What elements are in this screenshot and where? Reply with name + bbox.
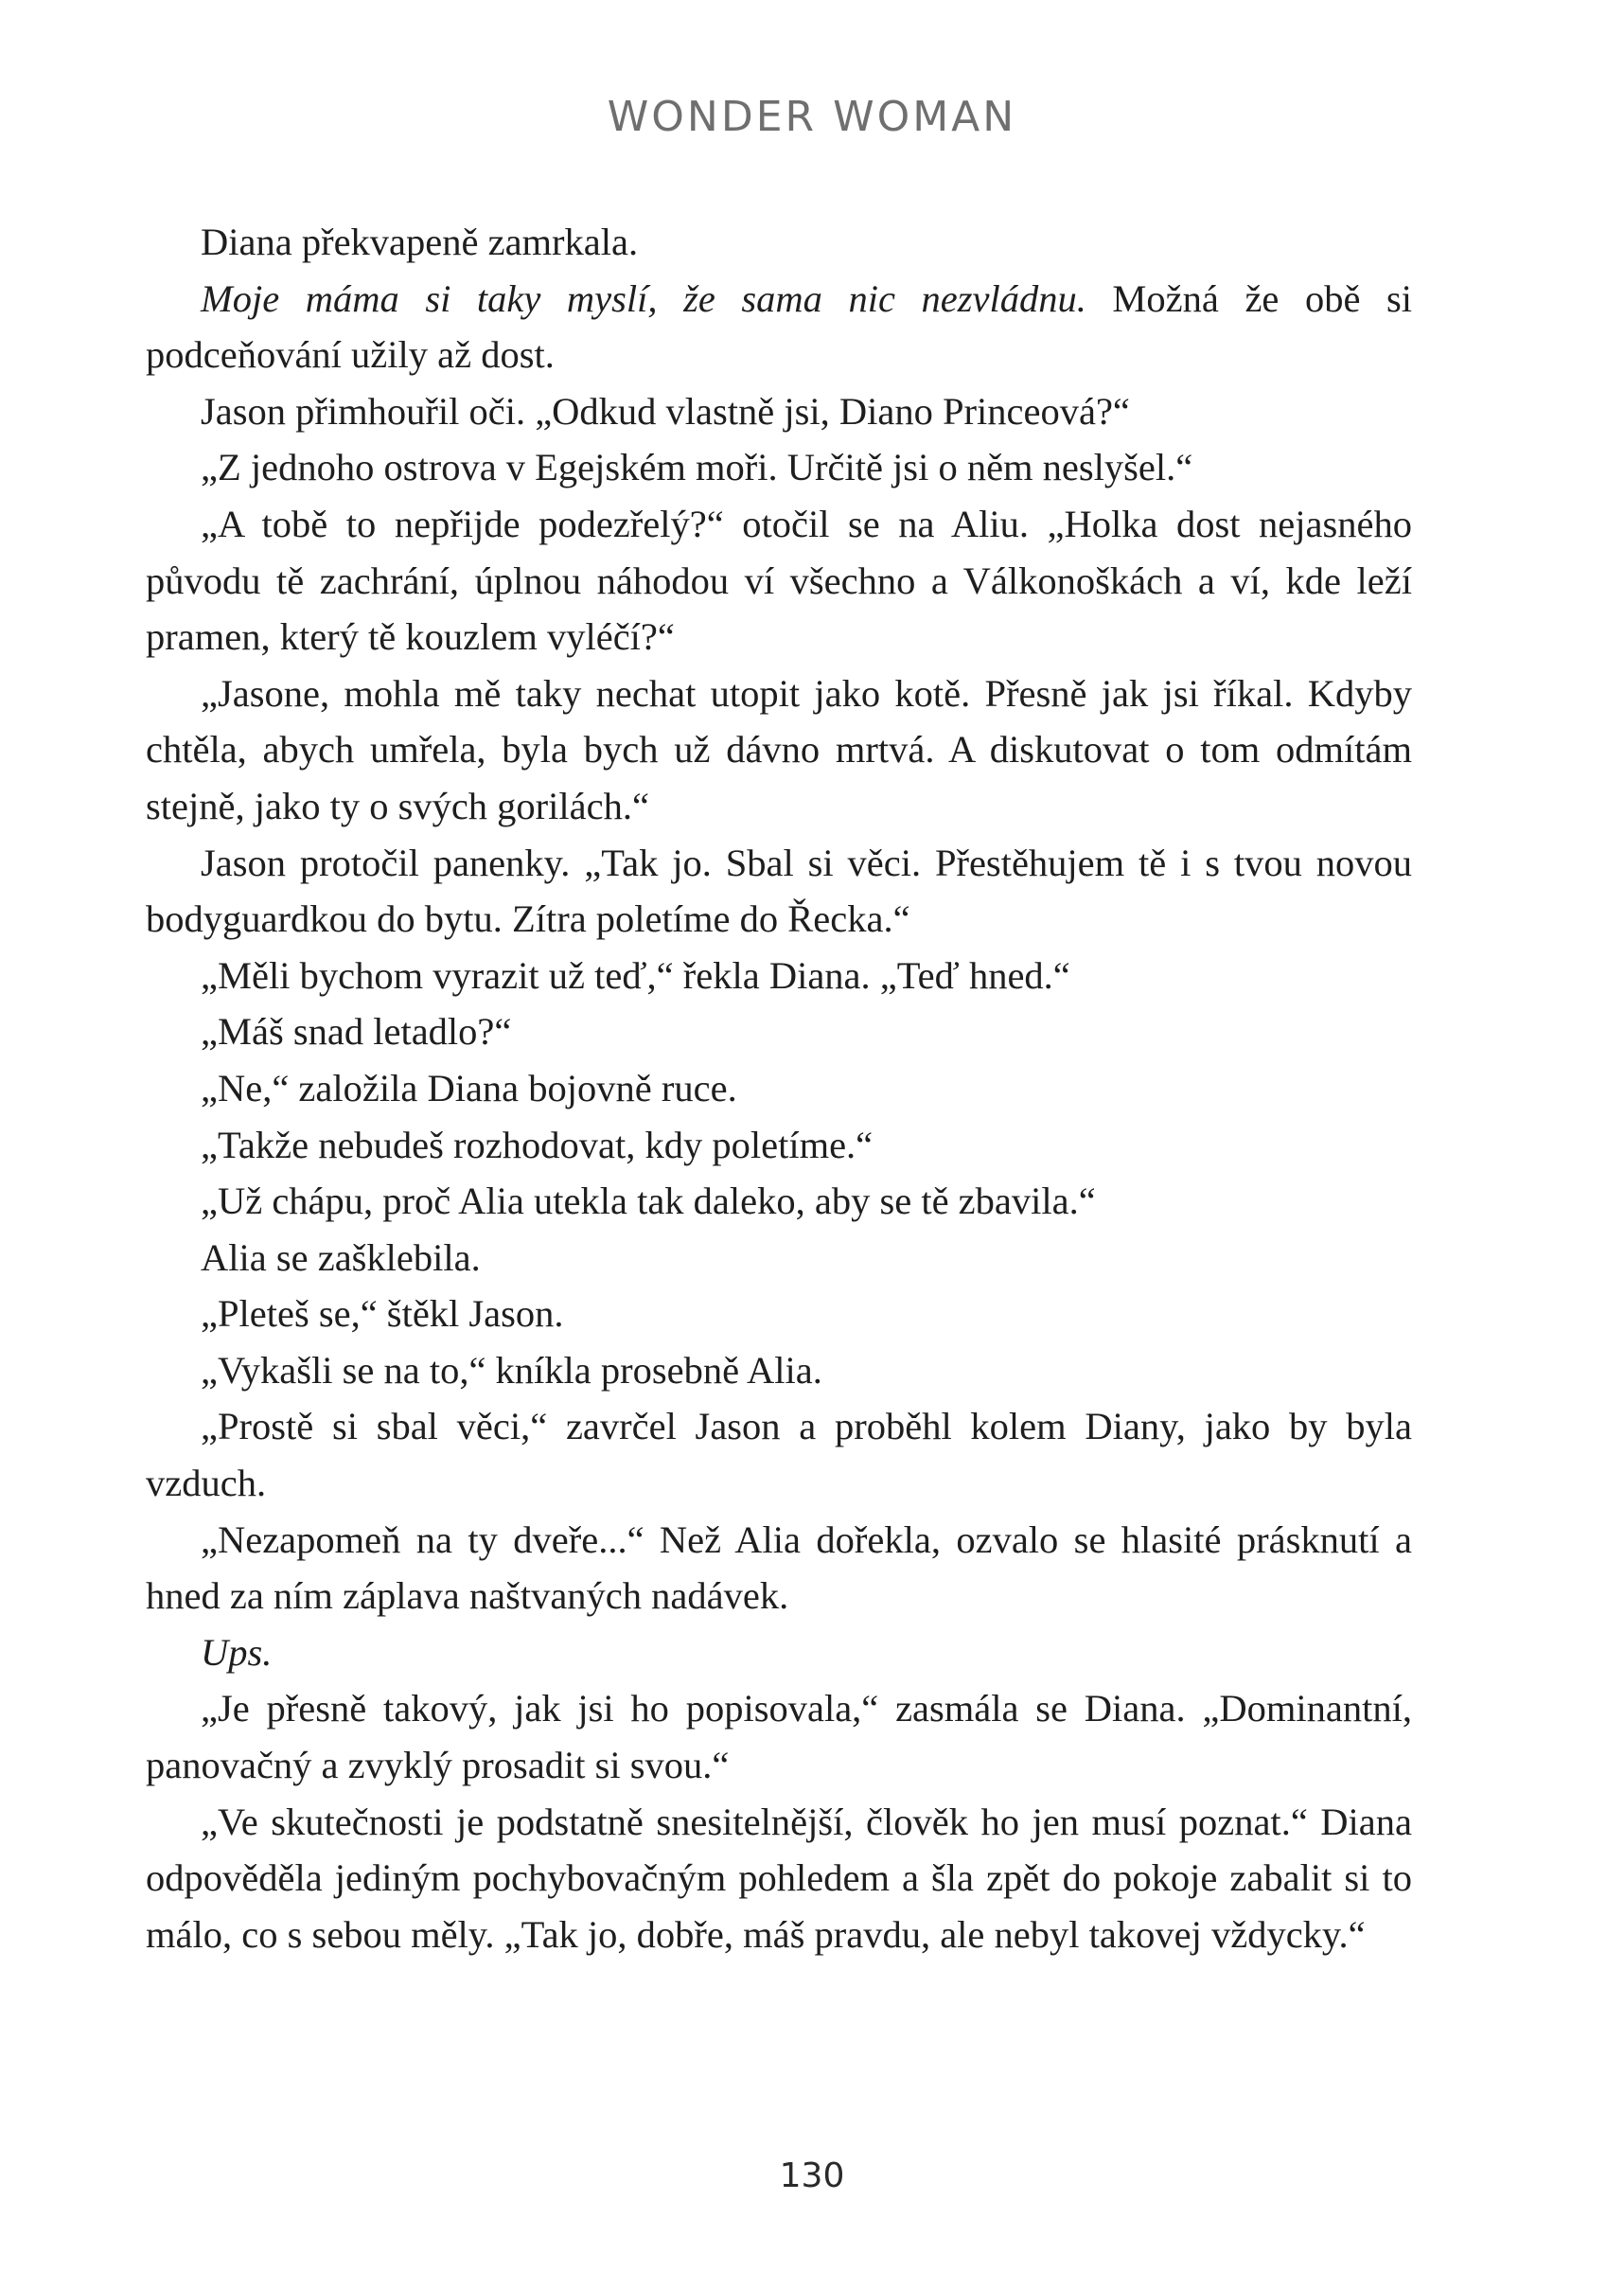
paragraph: „A tobě to nepřijde podezřelý?“ otočil se na Aliu. „Holka dost nejasného původu tě zachrání, úplnou náhodou ví všechno a Válkonoškách a ví, kde leží pramen, který tě kouzlem vyléčí?“	[146, 502, 1412, 659]
body-text	[146, 214, 1412, 1962]
paragraph: „Je přesně takový, jak jsi ho popisovala,“ zasmála se Diana. „Dominantní, panovačný a zvyklý prosadit si svou.“	[146, 1687, 1412, 1787]
paragraph: „Ne,“ založila Diana bojovně ruce.	[201, 1066, 737, 1109]
paragraph: „Už chápu, proč Alia utekla tak daleko, aby se tě zbavila.“	[201, 1180, 1096, 1223]
running-header: WONDER WOMAN	[607, 93, 1017, 141]
paragraph: „Vykašli se na to,“ kníkla prosebně Alia.	[201, 1348, 822, 1392]
paragraph: „Máš snad letadlo?“	[201, 1010, 512, 1054]
page-number: 130	[779, 2156, 845, 2195]
paragraph: „Prostě si sbal věci,“ zavrčel Jason a proběhl kolem Diany, jako by byla vzduch.	[146, 1405, 1412, 1505]
paragraph: „Měli bychom vyrazit už teď,“ řekla Diana. „Teď hned.“	[201, 953, 1070, 997]
paragraph: Alia se zašklebila.	[201, 1235, 481, 1279]
paragraph: Jason protočil panenky. „Tak jo. Sbal si věci. Přestěhujem tě i s tvou novou bodyguardkou do bytu. Zítra poletíme do Řecka.“	[146, 841, 1412, 941]
paragraph: „Pleteš se,“ štěkl Jason.	[201, 1292, 564, 1336]
paragraph: Moje máma si taky myslí, že sama nic nezvládnu. Možná že obě si podceňování užily až dost.	[146, 276, 1413, 377]
paragraph: Jason přimhouřil oči. „Odkud vlastně jsi, Diano Princeová?“	[201, 389, 1130, 433]
paragraph: „Z jednoho ostrova v Egejském moři. Určitě jsi o něm neslyšel.“	[201, 446, 1193, 489]
paragraph	[146, 1624, 1412, 1681]
paragraph: Diana překvapeně zamrkala.	[201, 221, 639, 263]
italic-thought: Moje máma si taky myslí, že sama nic nezvládnu.	[201, 276, 1086, 320]
paragraph: „Takže nebudeš rozhodovat, kdy poletíme.“	[201, 1123, 874, 1166]
paragraph: „Jasone, mohla mě taky nechat utopit jako kotě. Přesně jak jsi říkal. Kdyby chtěla, abych umřela, byla bych už dávno mrtvá. A diskutovat o tom odmítám stejně, jako ty o svých gorilách.“	[146, 671, 1412, 827]
italic-thought: Ups.	[201, 1630, 273, 1674]
paragraph: „Ve skutečnosti je podstatně snesitelnější, člověk ho jen musí poznat.“ Diana odpověděla jediným pochybovačným pohledem a šla zpět do pokoje zabalit si to málo, co s sebou měly. „Tak jo, dobře, máš pravdu, ale nebyl takovej vždycky.“	[146, 1800, 1412, 1956]
paragraph: „Nezapomeň na ty dveře...“ Než Alia dořekla, ozvalo se hlasité prásknutí a hned za ním záplava naštvaných nadávek.	[146, 1517, 1412, 1618]
